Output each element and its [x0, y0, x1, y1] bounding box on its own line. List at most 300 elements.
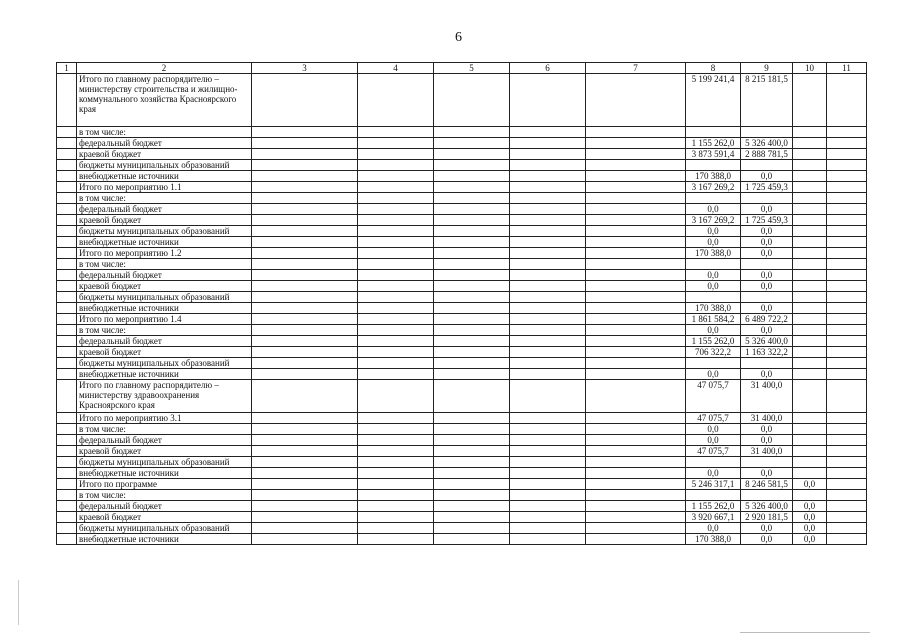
- empty-cell: [510, 435, 586, 446]
- empty-cell: [358, 248, 434, 259]
- table-row: [57, 468, 867, 479]
- value-col-8: 0,0: [686, 435, 741, 446]
- row-label: бюджеты муниципальных образований: [77, 358, 252, 369]
- empty-cell: [358, 182, 434, 193]
- empty-cell: [510, 127, 586, 138]
- empty-cell: [827, 281, 867, 292]
- empty-cell: [586, 523, 686, 534]
- table-row: [57, 237, 867, 248]
- value-col-10: [793, 490, 827, 501]
- empty-cell: [510, 259, 586, 270]
- empty-cell: [434, 435, 510, 446]
- page-number: 6: [455, 30, 462, 45]
- value-col-8: 0,0: [686, 325, 741, 336]
- empty-cell: [434, 369, 510, 380]
- value-col-10: [793, 127, 827, 138]
- empty-cell: [510, 215, 586, 226]
- empty-cell: [358, 479, 434, 490]
- empty-cell: [586, 138, 686, 149]
- value-col-9: 0,0: [741, 171, 793, 182]
- empty-cell: [57, 182, 77, 193]
- value-col-8: 3 167 269,2: [686, 215, 741, 226]
- empty-cell: [827, 171, 867, 182]
- empty-cell: [827, 358, 867, 369]
- row-label: внебюджетные источники: [77, 237, 252, 248]
- value-col-9: 0,0: [741, 248, 793, 259]
- empty-cell: [827, 369, 867, 380]
- value-col-8: [686, 358, 741, 369]
- empty-cell: [358, 325, 434, 336]
- row-label: краевой бюджет: [77, 281, 252, 292]
- row-label: федеральный бюджет: [77, 336, 252, 347]
- value-col-10: [793, 380, 827, 413]
- empty-cell: [57, 270, 77, 281]
- value-col-10: 0,0: [793, 523, 827, 534]
- empty-cell: [57, 336, 77, 347]
- empty-cell: [586, 215, 686, 226]
- empty-cell: [434, 281, 510, 292]
- empty-cell: [434, 215, 510, 226]
- empty-cell: [586, 457, 686, 468]
- empty-cell: [358, 74, 434, 127]
- empty-cell: [57, 490, 77, 501]
- empty-cell: [252, 468, 358, 479]
- value-col-10: 0,0: [793, 501, 827, 512]
- empty-cell: [510, 446, 586, 457]
- empty-cell: [434, 446, 510, 457]
- empty-cell: [358, 193, 434, 204]
- value-col-9: 0,0: [741, 303, 793, 314]
- empty-cell: [586, 413, 686, 424]
- empty-cell: [510, 534, 586, 545]
- value-col-10: [793, 336, 827, 347]
- table-row: [57, 303, 867, 314]
- value-col-10: [793, 292, 827, 303]
- empty-cell: [827, 149, 867, 160]
- empty-cell: [510, 457, 586, 468]
- value-col-9: 2 888 781,5: [741, 149, 793, 160]
- empty-cell: [827, 446, 867, 457]
- empty-cell: [358, 358, 434, 369]
- table-row: [57, 369, 867, 380]
- value-col-9: [741, 127, 793, 138]
- empty-cell: [510, 479, 586, 490]
- empty-cell: [252, 303, 358, 314]
- row-label: федеральный бюджет: [77, 204, 252, 215]
- table-row: [57, 226, 867, 237]
- col-header-10: 10: [793, 63, 827, 74]
- empty-cell: [57, 292, 77, 303]
- empty-cell: [252, 149, 358, 160]
- value-col-8: 170 388,0: [686, 303, 741, 314]
- value-col-8: 0,0: [686, 204, 741, 215]
- empty-cell: [586, 281, 686, 292]
- empty-cell: [57, 468, 77, 479]
- empty-cell: [358, 237, 434, 248]
- table-row: [57, 259, 867, 270]
- empty-cell: [252, 358, 358, 369]
- empty-cell: [252, 259, 358, 270]
- row-label: Итого по программе: [77, 479, 252, 490]
- value-col-9: [741, 259, 793, 270]
- empty-cell: [586, 435, 686, 446]
- value-col-8: 5 199 241,4: [686, 74, 741, 127]
- empty-cell: [252, 325, 358, 336]
- empty-cell: [57, 160, 77, 171]
- value-col-9: 31 400,0: [741, 446, 793, 457]
- empty-cell: [57, 248, 77, 259]
- value-col-9: 0,0: [741, 435, 793, 446]
- empty-cell: [827, 215, 867, 226]
- empty-cell: [586, 479, 686, 490]
- value-col-8: 706 322,2: [686, 347, 741, 358]
- value-col-9: [741, 457, 793, 468]
- empty-cell: [434, 292, 510, 303]
- empty-cell: [827, 325, 867, 336]
- table-row: [57, 248, 867, 259]
- value-col-8: 0,0: [686, 369, 741, 380]
- value-col-8: 0,0: [686, 468, 741, 479]
- value-col-9: 31 400,0: [741, 380, 793, 413]
- empty-cell: [252, 292, 358, 303]
- empty-cell: [252, 523, 358, 534]
- empty-cell: [510, 468, 586, 479]
- empty-cell: [358, 336, 434, 347]
- empty-cell: [586, 468, 686, 479]
- empty-cell: [510, 281, 586, 292]
- table-row: [57, 446, 867, 457]
- empty-cell: [57, 314, 77, 325]
- budget-table: [56, 62, 867, 545]
- empty-cell: [434, 303, 510, 314]
- empty-cell: [827, 424, 867, 435]
- row-label: внебюджетные источники: [77, 171, 252, 182]
- empty-cell: [827, 204, 867, 215]
- value-col-10: [793, 325, 827, 336]
- empty-cell: [252, 314, 358, 325]
- empty-cell: [57, 457, 77, 468]
- value-col-9: 0,0: [741, 226, 793, 237]
- row-label: краевой бюджет: [77, 215, 252, 226]
- empty-cell: [57, 435, 77, 446]
- empty-cell: [586, 259, 686, 270]
- empty-cell: [358, 160, 434, 171]
- row-label: бюджеты муниципальных образований: [77, 160, 252, 171]
- row-label: бюджеты муниципальных образований: [77, 292, 252, 303]
- table-row: [57, 457, 867, 468]
- value-col-8: [686, 160, 741, 171]
- empty-cell: [434, 226, 510, 237]
- value-col-9: 0,0: [741, 468, 793, 479]
- value-col-10: [793, 215, 827, 226]
- value-col-8: 0,0: [686, 270, 741, 281]
- value-col-10: [793, 138, 827, 149]
- empty-cell: [586, 237, 686, 248]
- empty-cell: [827, 248, 867, 259]
- row-label: федеральный бюджет: [77, 435, 252, 446]
- value-col-8: 0,0: [686, 226, 741, 237]
- empty-cell: [57, 303, 77, 314]
- empty-cell: [252, 369, 358, 380]
- value-col-10: 0,0: [793, 534, 827, 545]
- empty-cell: [358, 303, 434, 314]
- empty-cell: [586, 160, 686, 171]
- empty-cell: [586, 325, 686, 336]
- empty-cell: [252, 237, 358, 248]
- col-header-3: 3: [252, 63, 358, 74]
- empty-cell: [434, 74, 510, 127]
- empty-cell: [434, 270, 510, 281]
- table-row: [57, 512, 867, 523]
- row-label: Итого по главному распорядителю – министерству строительства и жилищно-коммунального хозяйства Красноярского края: [77, 74, 252, 127]
- empty-cell: [510, 325, 586, 336]
- value-col-10: [793, 358, 827, 369]
- value-col-9: 2 920 181,5: [741, 512, 793, 523]
- empty-cell: [510, 237, 586, 248]
- value-col-8: 3 873 591,4: [686, 149, 741, 160]
- empty-cell: [827, 193, 867, 204]
- value-col-8: 1 155 262,0: [686, 138, 741, 149]
- empty-cell: [510, 358, 586, 369]
- table-row: [57, 501, 867, 512]
- value-col-9: 8 246 581,5: [741, 479, 793, 490]
- empty-cell: [358, 259, 434, 270]
- value-col-9: [741, 490, 793, 501]
- value-col-8: [686, 292, 741, 303]
- empty-cell: [252, 127, 358, 138]
- empty-cell: [252, 435, 358, 446]
- empty-cell: [434, 204, 510, 215]
- value-col-8: 0,0: [686, 237, 741, 248]
- empty-cell: [252, 193, 358, 204]
- empty-cell: [586, 358, 686, 369]
- col-header-8: 8: [686, 63, 741, 74]
- value-col-8: 1 155 262,0: [686, 501, 741, 512]
- value-col-9: 1 163 322,2: [741, 347, 793, 358]
- empty-cell: [57, 325, 77, 336]
- empty-cell: [358, 424, 434, 435]
- empty-cell: [434, 358, 510, 369]
- col-header-9: 9: [741, 63, 793, 74]
- empty-cell: [358, 512, 434, 523]
- empty-cell: [252, 248, 358, 259]
- value-col-9: [741, 160, 793, 171]
- empty-cell: [510, 138, 586, 149]
- value-col-8: 170 388,0: [686, 534, 741, 545]
- empty-cell: [586, 226, 686, 237]
- table-row: [57, 215, 867, 226]
- value-col-8: [686, 490, 741, 501]
- row-label: внебюджетные источники: [77, 534, 252, 545]
- empty-cell: [586, 336, 686, 347]
- empty-cell: [252, 74, 358, 127]
- value-col-10: [793, 226, 827, 237]
- empty-cell: [252, 446, 358, 457]
- row-label: федеральный бюджет: [77, 501, 252, 512]
- empty-cell: [434, 479, 510, 490]
- empty-cell: [827, 413, 867, 424]
- empty-cell: [510, 523, 586, 534]
- value-col-9: 0,0: [741, 534, 793, 545]
- value-col-9: 1 725 459,3: [741, 182, 793, 193]
- table-row: [57, 182, 867, 193]
- empty-cell: [510, 303, 586, 314]
- empty-cell: [57, 512, 77, 523]
- empty-cell: [252, 226, 358, 237]
- empty-cell: [510, 369, 586, 380]
- row-label: Итого по мероприятию 1.4: [77, 314, 252, 325]
- table-row: [57, 171, 867, 182]
- empty-cell: [586, 127, 686, 138]
- empty-cell: [510, 292, 586, 303]
- empty-cell: [252, 457, 358, 468]
- empty-cell: [434, 512, 510, 523]
- empty-cell: [586, 369, 686, 380]
- empty-cell: [434, 259, 510, 270]
- row-label: внебюджетные источники: [77, 468, 252, 479]
- empty-cell: [827, 457, 867, 468]
- row-label: в том числе:: [77, 490, 252, 501]
- empty-cell: [586, 171, 686, 182]
- value-col-9: 0,0: [741, 237, 793, 248]
- empty-cell: [510, 512, 586, 523]
- empty-cell: [434, 193, 510, 204]
- col-header-4: 4: [358, 63, 434, 74]
- empty-cell: [252, 160, 358, 171]
- table-row: [57, 490, 867, 501]
- empty-cell: [358, 314, 434, 325]
- empty-cell: [586, 424, 686, 435]
- empty-cell: [57, 259, 77, 270]
- header-row: [57, 63, 867, 74]
- empty-cell: [827, 237, 867, 248]
- empty-cell: [358, 435, 434, 446]
- table-row: [57, 534, 867, 545]
- empty-cell: [586, 303, 686, 314]
- empty-cell: [57, 413, 77, 424]
- empty-cell: [57, 204, 77, 215]
- empty-cell: [252, 204, 358, 215]
- row-label: в том числе:: [77, 325, 252, 336]
- value-col-10: [793, 281, 827, 292]
- empty-cell: [510, 270, 586, 281]
- empty-cell: [434, 380, 510, 413]
- value-col-9: 1 725 459,3: [741, 215, 793, 226]
- table-row: [57, 127, 867, 138]
- value-col-10: 0,0: [793, 512, 827, 523]
- empty-cell: [358, 138, 434, 149]
- table-row: [57, 523, 867, 534]
- table-row: [57, 204, 867, 215]
- table-row: [57, 138, 867, 149]
- value-col-8: 47 075,7: [686, 446, 741, 457]
- col-header-7: 7: [586, 63, 686, 74]
- empty-cell: [434, 534, 510, 545]
- empty-cell: [510, 490, 586, 501]
- empty-cell: [827, 534, 867, 545]
- empty-cell: [358, 457, 434, 468]
- empty-cell: [827, 74, 867, 127]
- col-header-11: 11: [827, 63, 867, 74]
- empty-cell: [358, 270, 434, 281]
- empty-cell: [510, 204, 586, 215]
- empty-cell: [434, 237, 510, 248]
- empty-cell: [57, 523, 77, 534]
- empty-cell: [510, 171, 586, 182]
- empty-cell: [586, 292, 686, 303]
- table-row: [57, 281, 867, 292]
- row-label: в том числе:: [77, 127, 252, 138]
- table-row: [57, 435, 867, 446]
- table-row: [57, 149, 867, 160]
- value-col-9: 0,0: [741, 523, 793, 534]
- empty-cell: [827, 523, 867, 534]
- empty-cell: [57, 347, 77, 358]
- col-header-1: 1: [57, 63, 77, 74]
- value-col-10: [793, 171, 827, 182]
- value-col-10: [793, 347, 827, 358]
- empty-cell: [586, 534, 686, 545]
- empty-cell: [252, 424, 358, 435]
- empty-cell: [57, 171, 77, 182]
- empty-cell: [252, 347, 358, 358]
- empty-cell: [434, 490, 510, 501]
- value-col-9: 0,0: [741, 325, 793, 336]
- empty-cell: [827, 501, 867, 512]
- empty-cell: [252, 501, 358, 512]
- empty-cell: [252, 413, 358, 424]
- empty-cell: [57, 74, 77, 127]
- value-col-10: 0,0: [793, 479, 827, 490]
- value-col-9: [741, 292, 793, 303]
- value-col-9: 0,0: [741, 204, 793, 215]
- row-label: в том числе:: [77, 424, 252, 435]
- empty-cell: [358, 468, 434, 479]
- empty-cell: [358, 446, 434, 457]
- empty-cell: [586, 193, 686, 204]
- empty-cell: [827, 347, 867, 358]
- empty-cell: [252, 336, 358, 347]
- value-col-10: [793, 303, 827, 314]
- empty-cell: [827, 468, 867, 479]
- empty-cell: [827, 259, 867, 270]
- empty-cell: [434, 501, 510, 512]
- empty-cell: [827, 479, 867, 490]
- empty-cell: [586, 347, 686, 358]
- value-col-8: 5 246 317,1: [686, 479, 741, 490]
- value-col-8: 1 861 584,2: [686, 314, 741, 325]
- value-col-10: [793, 270, 827, 281]
- empty-cell: [434, 523, 510, 534]
- value-col-9: [741, 193, 793, 204]
- empty-cell: [252, 479, 358, 490]
- empty-cell: [358, 149, 434, 160]
- empty-cell: [510, 314, 586, 325]
- empty-cell: [358, 127, 434, 138]
- col-header-2: 2: [77, 63, 252, 74]
- empty-cell: [510, 501, 586, 512]
- value-col-10: [793, 413, 827, 424]
- table-row: [57, 424, 867, 435]
- empty-cell: [827, 138, 867, 149]
- empty-cell: [358, 292, 434, 303]
- empty-cell: [57, 446, 77, 457]
- empty-cell: [57, 281, 77, 292]
- col-header-5: 5: [434, 63, 510, 74]
- empty-cell: [827, 270, 867, 281]
- empty-cell: [510, 413, 586, 424]
- empty-cell: [510, 226, 586, 237]
